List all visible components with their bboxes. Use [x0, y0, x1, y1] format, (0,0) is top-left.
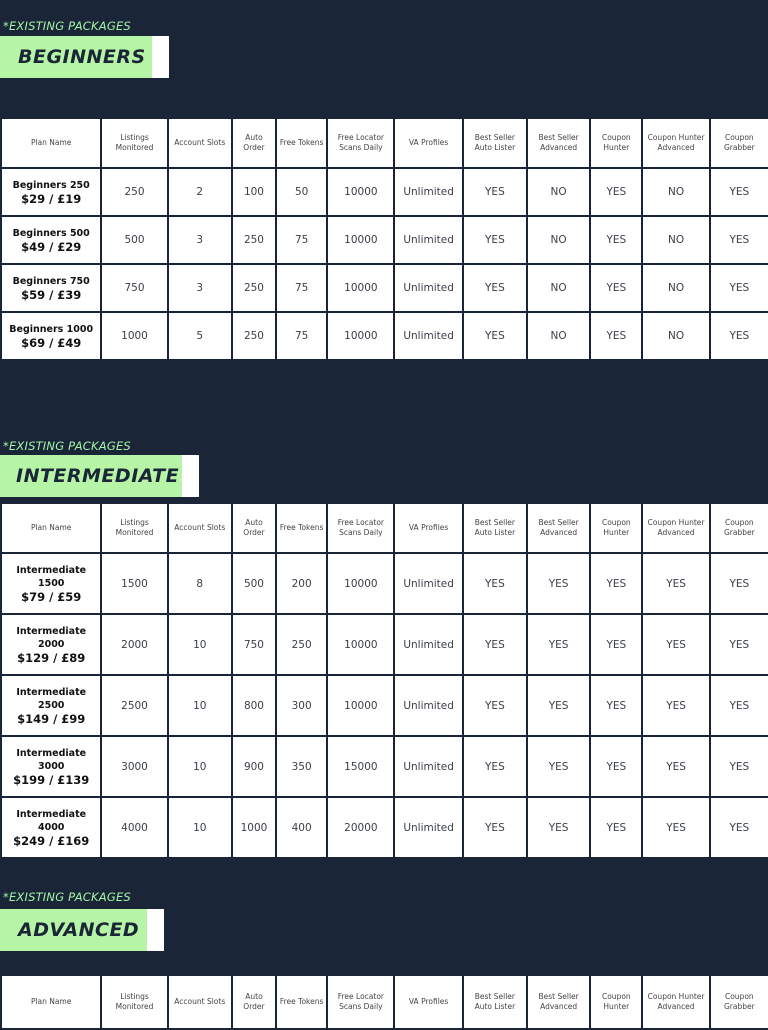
table-cell: 10000 — [328, 676, 393, 735]
plan-price: $59 / £39 — [21, 287, 82, 302]
table-cell: 10000 — [328, 313, 393, 359]
column-header: Free Locator Scans Daily — [328, 504, 393, 552]
table-cell: YES — [591, 169, 641, 215]
table-cell: 100 — [233, 169, 275, 215]
table-cell: 2500 — [102, 676, 166, 735]
column-header: Account Slots — [169, 119, 231, 167]
table-cell: YES — [711, 169, 768, 215]
table-cell: YES — [643, 554, 708, 613]
table-cell: 400 — [277, 798, 326, 857]
table-cell: 250 — [277, 615, 326, 674]
section-banner — [0, 909, 164, 951]
table-header-row — [2, 976, 768, 1028]
column-header: Best Seller Auto Lister — [464, 976, 526, 1028]
table-cell: YES — [464, 313, 526, 359]
column-header: Coupon Hunter Advanced — [643, 976, 708, 1028]
table-cell: YES — [591, 798, 641, 857]
table-cell: 250 — [102, 169, 166, 215]
table-cell: 200 — [277, 554, 326, 613]
column-header: Listings Monitored — [102, 119, 166, 167]
table-cell: YES — [711, 265, 768, 311]
column-header: Best Seller Advanced — [528, 119, 589, 167]
column-header: Best Seller Auto Lister — [464, 119, 526, 167]
column-header: Best Seller Auto Lister — [464, 504, 526, 552]
table-cell: Unlimited — [395, 554, 461, 613]
column-header: VA Profiles — [395, 119, 461, 167]
column-header: VA Profiles — [395, 504, 461, 552]
existing-packages-label: *EXISTING PACKAGES — [3, 19, 131, 33]
table-cell: YES — [591, 313, 641, 359]
plan-price: $199 / £139 — [13, 772, 90, 787]
column-header: Account Slots — [169, 504, 231, 552]
plan-name: Intermediate 3000 — [16, 747, 87, 772]
table-cell: Unlimited — [395, 615, 461, 674]
plan-price: $69 / £49 — [21, 335, 82, 350]
column-header: Auto Order — [233, 504, 275, 552]
column-header: Listings Monitored — [102, 504, 166, 552]
table-cell: 900 — [233, 737, 275, 796]
table-cell: 2 — [169, 169, 231, 215]
plan-price: $129 / £89 — [17, 650, 86, 665]
pricing-table — [0, 974, 768, 1030]
table-cell: YES — [711, 554, 768, 613]
table-cell: 8 — [169, 554, 231, 613]
table-cell: 750 — [233, 615, 275, 674]
table-cell: YES — [464, 554, 526, 613]
table-cell: YES — [643, 798, 708, 857]
table-cell: 2000 — [102, 615, 166, 674]
section-title: BEGINNERS — [18, 46, 146, 68]
table-cell: YES — [528, 676, 589, 735]
table-cell: NO — [528, 217, 589, 263]
plan-name: Intermediate 4000 — [16, 808, 87, 833]
column-header: Best Seller Advanced — [528, 976, 589, 1028]
table-cell: 5 — [169, 313, 231, 359]
table-cell: YES — [528, 554, 589, 613]
table-cell: 10000 — [328, 615, 393, 674]
table-cell: 500 — [102, 217, 166, 263]
column-header: Auto Order — [233, 119, 275, 167]
table-cell: 20000 — [328, 798, 393, 857]
table-cell: YES — [591, 737, 641, 796]
table-cell: YES — [591, 217, 641, 263]
table-cell: 350 — [277, 737, 326, 796]
column-header: Coupon Hunter — [591, 119, 641, 167]
table-cell: NO — [528, 265, 589, 311]
table-cell: Unlimited — [395, 798, 461, 857]
column-header: Coupon Hunter — [591, 976, 641, 1028]
table-cell: YES — [711, 737, 768, 796]
table-cell: YES — [464, 676, 526, 735]
table-cell: 4000 — [102, 798, 166, 857]
table-cell: 10000 — [328, 169, 393, 215]
column-header: Coupon Grabber — [711, 976, 768, 1028]
table-cell: 250 — [233, 217, 275, 263]
table-cell: 15000 — [328, 737, 393, 796]
plan-name: Intermediate 1500 — [16, 564, 87, 589]
column-header: Auto Order — [233, 976, 275, 1028]
table-cell: YES — [643, 676, 708, 735]
table-cell: YES — [711, 217, 768, 263]
table-cell: YES — [528, 615, 589, 674]
table-cell: 3 — [169, 265, 231, 311]
table-cell: Unlimited — [395, 313, 461, 359]
table-cell: YES — [528, 737, 589, 796]
plan-name: Beginners 250 — [12, 179, 90, 191]
table-cell: 1000 — [233, 798, 275, 857]
existing-packages-label: *EXISTING PACKAGES — [3, 439, 131, 453]
plan-price: $249 / £169 — [13, 833, 90, 848]
column-header: Plan Name — [2, 976, 100, 1028]
table-cell: NO — [643, 217, 708, 263]
table-cell: 1500 — [102, 554, 166, 613]
plan-price: $49 / £29 — [21, 239, 82, 254]
table-cell: Unlimited — [395, 169, 461, 215]
column-header: Free Tokens — [277, 119, 326, 167]
column-header: Best Seller Advanced — [528, 504, 589, 552]
table-cell: 250 — [233, 265, 275, 311]
column-header: Free Tokens — [277, 504, 326, 552]
plan-price: $29 / £19 — [21, 191, 82, 206]
table-cell: YES — [464, 615, 526, 674]
table-cell: YES — [643, 615, 708, 674]
table-cell: NO — [643, 265, 708, 311]
table-cell: YES — [711, 676, 768, 735]
table-cell: 300 — [277, 676, 326, 735]
table-cell: YES — [528, 798, 589, 857]
column-header: Coupon Hunter Advanced — [643, 504, 708, 552]
column-header: Plan Name — [2, 504, 100, 552]
table-cell: 10 — [169, 615, 231, 674]
table-cell: 10000 — [328, 554, 393, 613]
table-cell: YES — [591, 265, 641, 311]
table-cell: 3000 — [102, 737, 166, 796]
table-cell: NO — [643, 169, 708, 215]
column-header: Free Locator Scans Daily — [328, 976, 393, 1028]
table-cell: NO — [643, 313, 708, 359]
column-header: Free Locator Scans Daily — [328, 119, 393, 167]
column-header: Listings Monitored — [102, 976, 166, 1028]
table-cell: Unlimited — [395, 676, 461, 735]
section-title: ADVANCED — [18, 919, 140, 941]
plan-name: Intermediate 2500 — [16, 686, 87, 711]
table-cell: YES — [464, 737, 526, 796]
table-cell: Unlimited — [395, 217, 461, 263]
column-header: Plan Name — [2, 119, 100, 167]
plan-price: $149 / £99 — [17, 711, 86, 726]
table-cell: YES — [464, 217, 526, 263]
column-header: Free Tokens — [277, 976, 326, 1028]
plan-name: Beginners 1000 — [9, 323, 94, 335]
table-cell: YES — [643, 737, 708, 796]
table-cell: 3 — [169, 217, 231, 263]
section-title: INTERMEDIATE — [16, 465, 180, 487]
table-cell: 10000 — [328, 217, 393, 263]
table-cell: NO — [528, 313, 589, 359]
table-cell: Unlimited — [395, 737, 461, 796]
table-cell: YES — [591, 676, 641, 735]
table-cell: YES — [711, 798, 768, 857]
table-cell: YES — [591, 615, 641, 674]
table-cell: YES — [464, 798, 526, 857]
table-cell: 250 — [233, 313, 275, 359]
table-cell: 10000 — [328, 265, 393, 311]
table-cell: 500 — [233, 554, 275, 613]
table-cell: 10 — [169, 798, 231, 857]
column-header: Coupon Grabber — [711, 504, 768, 552]
column-header: VA Profiles — [395, 976, 461, 1028]
table-cell: 750 — [102, 265, 166, 311]
table-cell: Unlimited — [395, 265, 461, 311]
plan-price: $79 / £59 — [21, 589, 82, 604]
table-cell: YES — [464, 265, 526, 311]
table-cell: 10 — [169, 676, 231, 735]
table-cell: 75 — [277, 313, 326, 359]
plan-name: Beginners 500 — [12, 227, 90, 239]
table-cell: YES — [711, 615, 768, 674]
table-cell: YES — [711, 313, 768, 359]
table-cell: NO — [528, 169, 589, 215]
column-header: Coupon Hunter — [591, 504, 641, 552]
table-cell: 800 — [233, 676, 275, 735]
table-cell: 50 — [277, 169, 326, 215]
table-cell: YES — [591, 554, 641, 613]
table-cell: 75 — [277, 265, 326, 311]
plan-name: Intermediate 2000 — [16, 625, 87, 650]
existing-packages-label: *EXISTING PACKAGES — [3, 890, 131, 904]
plan-name: Beginners 750 — [12, 275, 90, 287]
column-header: Coupon Hunter Advanced — [643, 119, 708, 167]
column-header: Account Slots — [169, 976, 231, 1028]
table-cell: 1000 — [102, 313, 166, 359]
table-cell: 75 — [277, 217, 326, 263]
table-cell: 10 — [169, 737, 231, 796]
column-header: Coupon Grabber — [711, 119, 768, 167]
table-cell: YES — [464, 169, 526, 215]
